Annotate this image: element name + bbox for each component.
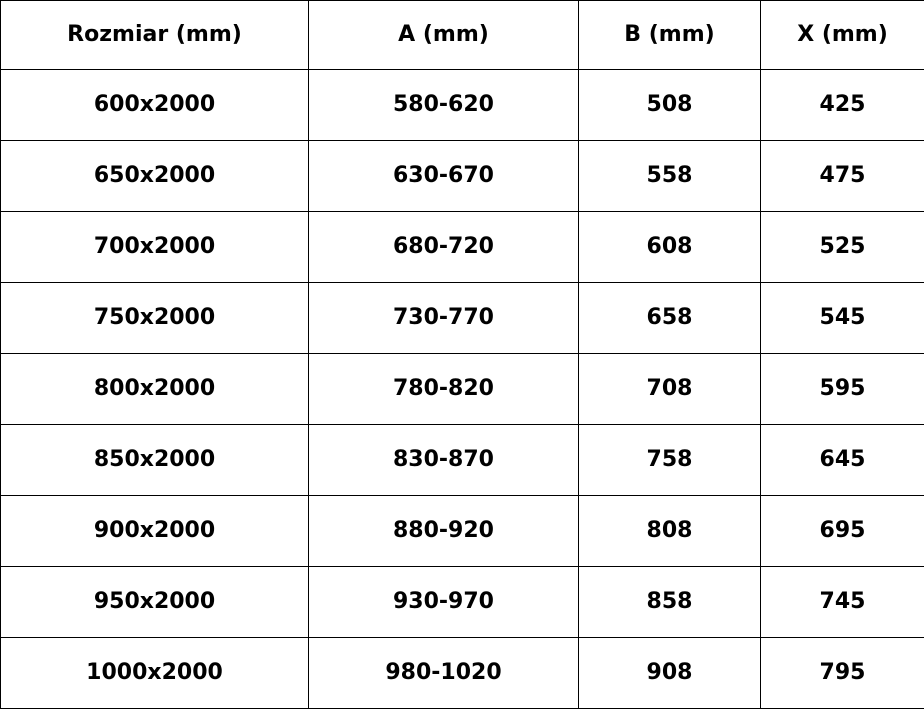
cell-x: 745 bbox=[761, 567, 924, 638]
table-row bbox=[1, 212, 924, 283]
cell-a: 580-620 bbox=[309, 70, 579, 141]
cell-rozmiar: 750x2000 bbox=[1, 283, 309, 354]
cell-b: 708 bbox=[579, 354, 761, 425]
table-row bbox=[1, 70, 924, 141]
cell-x: 795 bbox=[761, 638, 924, 709]
table-row bbox=[1, 638, 924, 709]
column-header-b: B (mm) bbox=[579, 1, 761, 70]
cell-b: 658 bbox=[579, 283, 761, 354]
cell-rozmiar: 700x2000 bbox=[1, 212, 309, 283]
cell-a: 980-1020 bbox=[309, 638, 579, 709]
cell-b: 908 bbox=[579, 638, 761, 709]
table-row bbox=[1, 354, 924, 425]
column-header-rozmiar: Rozmiar (mm) bbox=[1, 1, 309, 70]
cell-a: 880-920 bbox=[309, 496, 579, 567]
column-header-a: A (mm) bbox=[309, 1, 579, 70]
cell-rozmiar: 650x2000 bbox=[1, 141, 309, 212]
cell-a: 630-670 bbox=[309, 141, 579, 212]
cell-b: 808 bbox=[579, 496, 761, 567]
cell-a: 830-870 bbox=[309, 425, 579, 496]
cell-a: 780-820 bbox=[309, 354, 579, 425]
cell-rozmiar: 1000x2000 bbox=[1, 638, 309, 709]
cell-a: 680-720 bbox=[309, 212, 579, 283]
cell-b: 608 bbox=[579, 212, 761, 283]
cell-b: 758 bbox=[579, 425, 761, 496]
cell-x: 545 bbox=[761, 283, 924, 354]
cell-x: 525 bbox=[761, 212, 924, 283]
table-body bbox=[1, 70, 924, 709]
cell-x: 645 bbox=[761, 425, 924, 496]
cell-x: 475 bbox=[761, 141, 924, 212]
cell-x: 695 bbox=[761, 496, 924, 567]
cell-x: 595 bbox=[761, 354, 924, 425]
cell-rozmiar: 900x2000 bbox=[1, 496, 309, 567]
cell-b: 558 bbox=[579, 141, 761, 212]
cell-rozmiar: 600x2000 bbox=[1, 70, 309, 141]
table-header-row bbox=[1, 1, 924, 70]
table-row bbox=[1, 141, 924, 212]
cell-b: 508 bbox=[579, 70, 761, 141]
cell-a: 730-770 bbox=[309, 283, 579, 354]
cell-rozmiar: 950x2000 bbox=[1, 567, 309, 638]
table-row bbox=[1, 283, 924, 354]
cell-b: 858 bbox=[579, 567, 761, 638]
cell-a: 930-970 bbox=[309, 567, 579, 638]
table-row bbox=[1, 425, 924, 496]
column-header-x: X (mm) bbox=[761, 1, 924, 70]
table-header bbox=[1, 1, 924, 70]
table-row bbox=[1, 496, 924, 567]
cell-x: 425 bbox=[761, 70, 924, 141]
table-row bbox=[1, 567, 924, 638]
cell-rozmiar: 850x2000 bbox=[1, 425, 309, 496]
cell-rozmiar: 800x2000 bbox=[1, 354, 309, 425]
